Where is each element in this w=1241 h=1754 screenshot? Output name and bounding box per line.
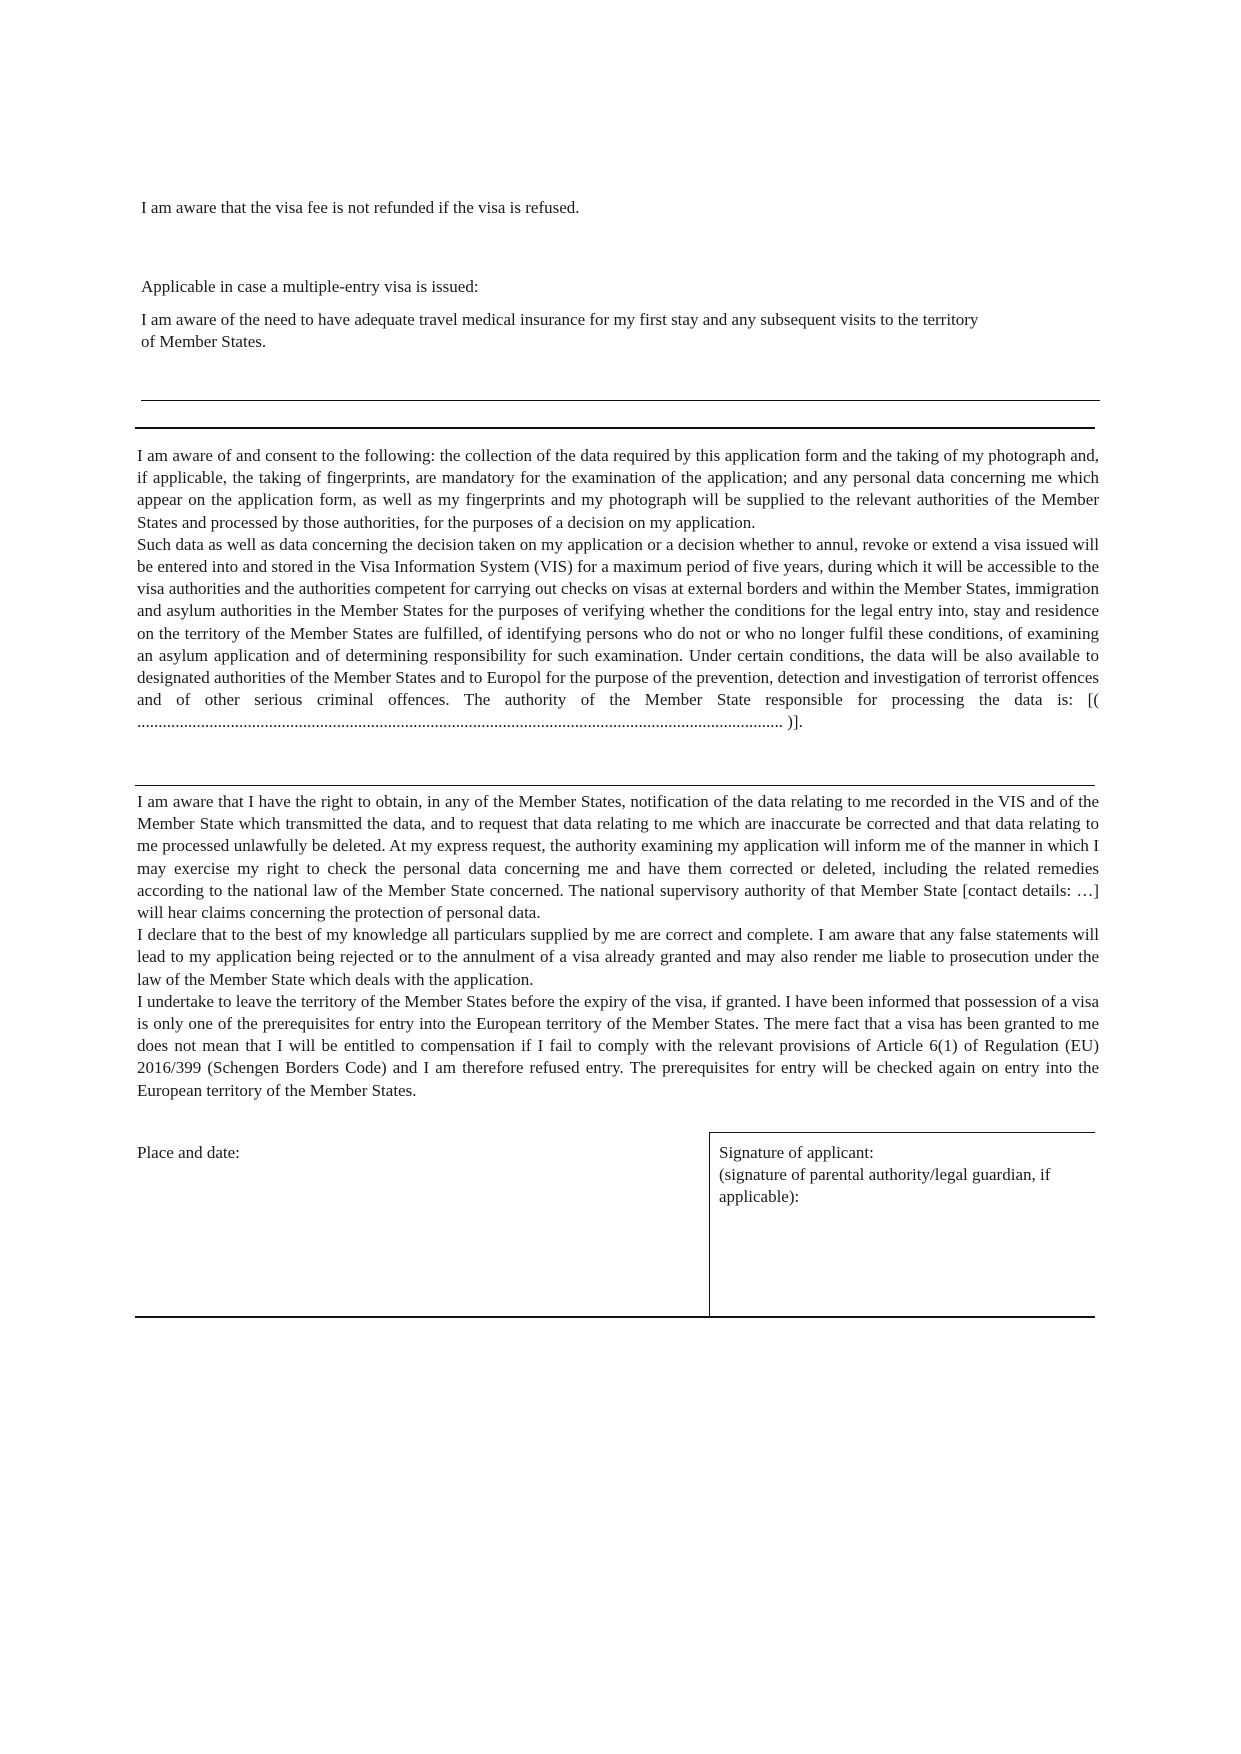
fee-notice: I am aware that the visa fee is not refunded if the visa is refused.: [141, 198, 580, 217]
consent-section: [137, 445, 1099, 734]
vis-storage-paragraph: Such data as well as data concerning the decision taken on my application or a decision whether to annul, revoke or extend a visa issued will be entered into and stored in the Visa Information System (VIS) for a maximum period of five years, during which it will be accessible to the visa authorities and the authorities competent for carrying out checks on visas at external borders and within the Member States, immigration and asylum authorities in the Member States for the purposes of verifying whether the conditions for the legal entry into, stay and residence on the territory of the Member States are fulfilled, of identifying persons who do not or who no longer fulfil these conditions, of examining an asylum application and of determining responsibility for such examination. Under certain conditions, the data will be also available to designated authorities of the Member States and to Europol for the purpose of the prevention, detection and investigation of terrorist offences and of other serious criminal offences. The authority of the Member State responsible for processing the data is: [( ........................................................................................................................................................ )].: [137, 534, 1099, 732]
place-and-date-field[interactable]: Place and date:: [137, 1143, 240, 1162]
guardian-signature-note: (signature of parental authority/legal guardian, if applicable):: [719, 1165, 1051, 1206]
declaration-section: [137, 791, 1099, 1102]
signature-box-divider: [709, 1132, 710, 1317]
signature-box-top-border: [710, 1132, 1095, 1133]
signature-box-bottom-border: [135, 1316, 1095, 1318]
data-rights-paragraph: I am aware that I have the right to obtain, in any of the Member States, notification of the data relating to me recorded in the VIS and of the Member State which transmitted the data, and to request that data relating to me which are inaccurate be corrected and that data relating to me processed unlawfully be deleted. At my express request, the authority examining my application will inform me of the manner in which I may exercise my right to check the personal data concerning me and have them corrected or deleted, including the related remedies according to the national law of the Member State concerned. The national supervisory authority of that Member State [contact details: …] will hear claims concerning the protection of personal data.: [137, 792, 1099, 923]
departure-undertaking-paragraph: I undertake to leave the territory of the Member States before the expiry of the visa, if granted. I have been informed that possession of a visa is only one of the prerequisites for entry into the European territory of the Member States. The mere fact that a visa has been granted to me does not mean that I will be entitled to compensation if I fail to comply with the relevant provisions of Article 6(1) of Regulation (EU) 2016/399 (Schengen Borders Code) and I am therefore refused entry. The prerequisites for entry will be checked again on entry into the European territory of the Member States.: [137, 991, 1099, 1100]
consent-section-top-border: [135, 427, 1095, 429]
consent-section-bottom-border: [135, 785, 1095, 786]
divider: [141, 400, 1100, 401]
multi-entry-heading: Applicable in case a multiple-entry visa is issued:: [141, 277, 479, 296]
accuracy-declaration-paragraph: I declare that to the best of my knowledge all particulars supplied by me are correct and complete. I am aware that any false statements will lead to my application being rejected or to the annulment of a visa already granted and may also render me liable to prosecution under the law of the Member State which deals with the application.: [137, 925, 1099, 989]
insurance-statement-line-1: I am aware of the need to have adequate travel medical insurance for my first stay and any subsequent visits to the territory: [141, 310, 979, 329]
data-consent-paragraph: I am aware of and consent to the following: the collection of the data required by this application form and the taking of my photograph and, if applicable, the taking of fingerprints, are mandatory for the examination of the application; and any personal data concerning me which appear on the application form, as well as my fingerprints and my photograph will be supplied to the relevant authorities of the Member States and processed by those authorities, for the purposes of a decision on my application.: [137, 446, 1099, 532]
applicant-signature-label: Signature of applicant:: [719, 1143, 874, 1162]
insurance-statement-line-2: of Member States.: [141, 332, 267, 351]
applicant-signature-field[interactable]: [719, 1142, 1091, 1208]
